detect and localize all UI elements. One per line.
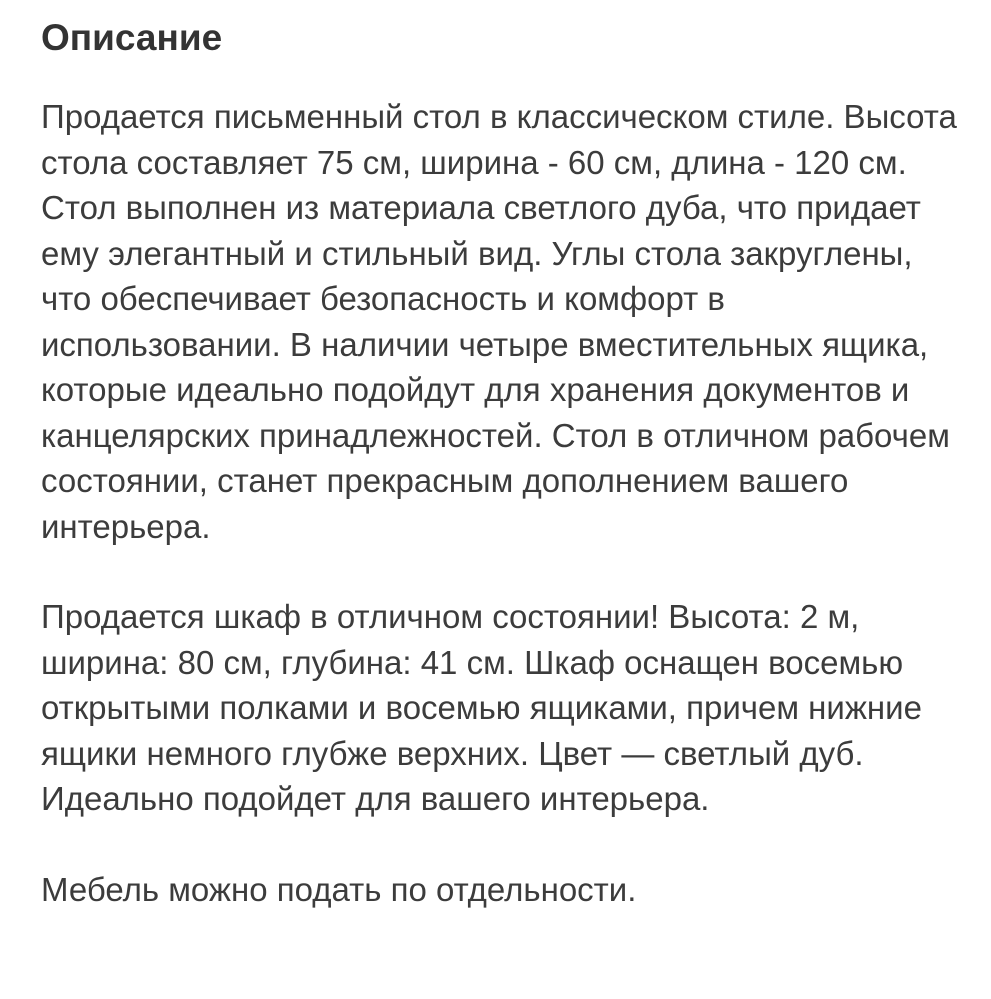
description-title: Описание — [41, 17, 223, 58]
description-section — [41, 0, 961, 912]
description-paragraph-wardrobe: Продается шкаф в отличном состоянии! Высота: 2 м, ширина: 80 см, глубина: 41 см. Шкаф оснащен восемью открытыми полками и восемью ящиками, причем нижние ящики немного глубже верхних. Цвет — светлый дуб. Идеально подойдет для вашего интерьера. — [41, 598, 922, 817]
description-paragraph-desk: Продается письменный стол в классическом стиле. Высота стола составляет 75 см, ширина - 60 см, длина - 120 см. Стол выполнен из материала светлого дуба, что придает ему элегантный и стильный вид. Углы стола закруглены, что обеспечивает безопасность и комфорт в использовании. В наличии четыре вместительных ящика, которые идеально подойдут для хранения документов и канцелярских принадлежностей. Стол в отличном рабочем состоянии, станет прекрасным дополнением вашего интерьера. — [41, 98, 957, 545]
description-body — [41, 94, 961, 912]
description-paragraph-note: Мебель можно подать по отдельности. — [41, 870, 637, 908]
